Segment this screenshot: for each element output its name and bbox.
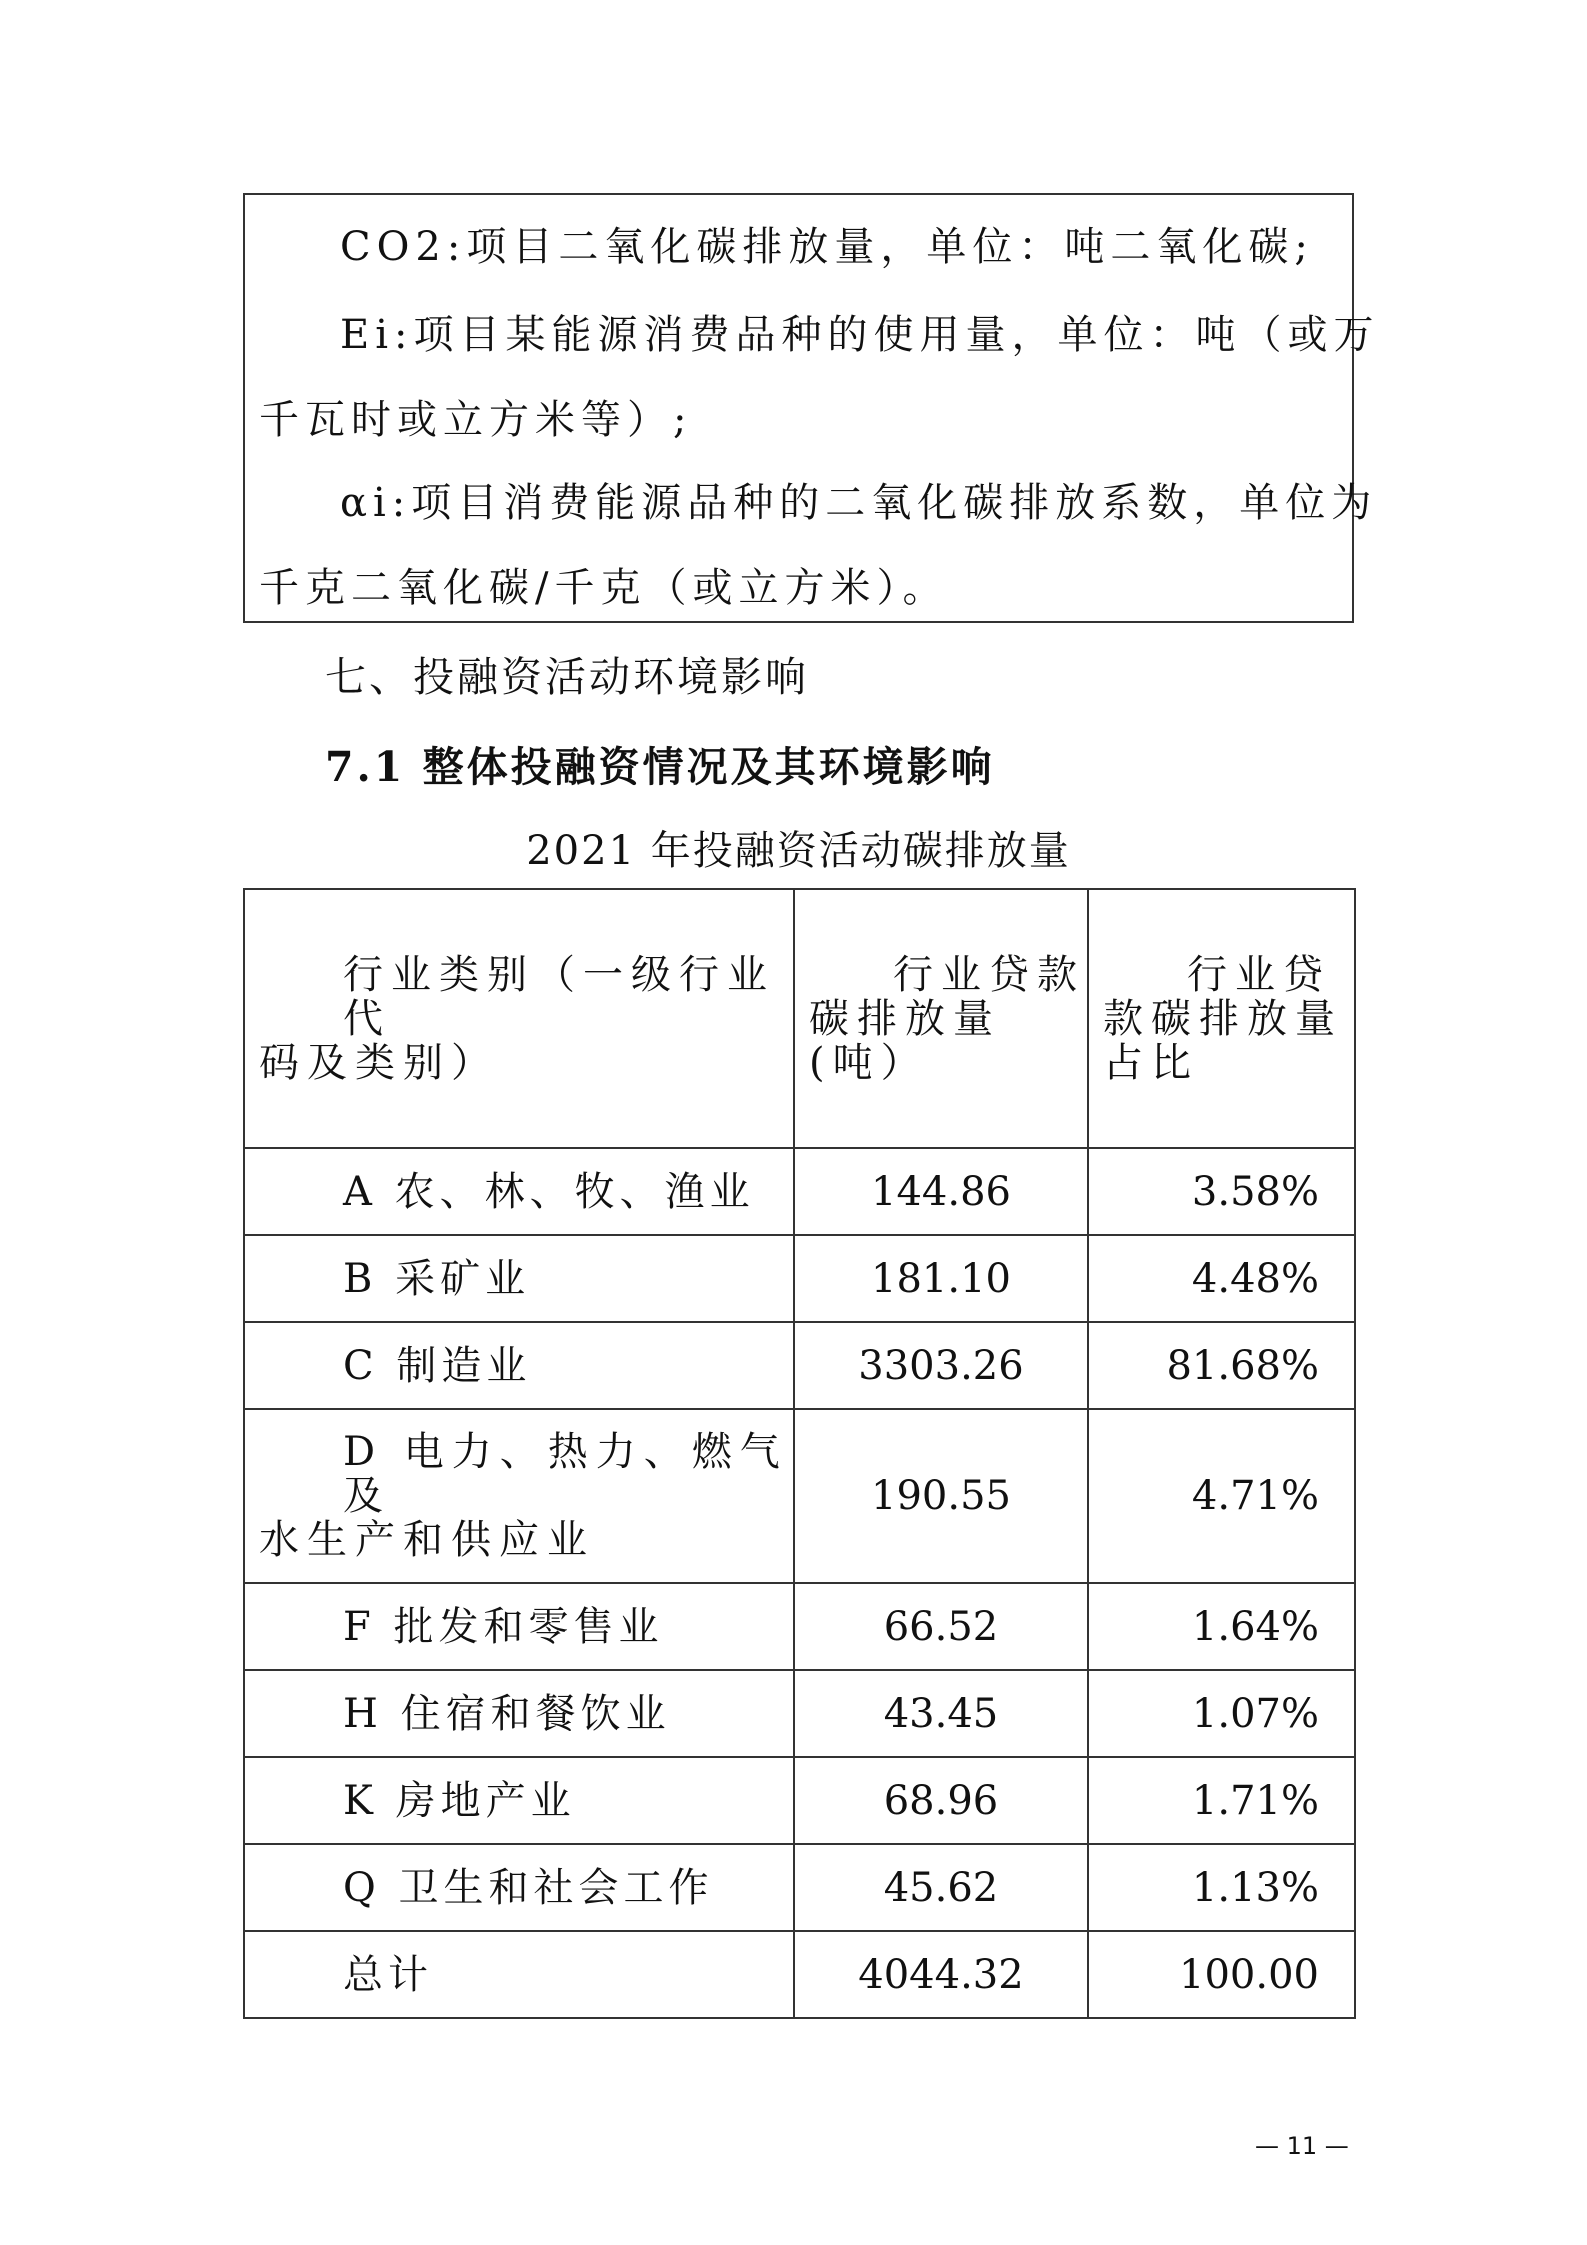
emissions-table (243, 888, 1356, 2019)
table-caption: 2021 年投融资活动碳排放量 (526, 828, 1071, 874)
header-category: 行业类别（一级行业代 码及类别） (244, 889, 794, 1148)
row-category: 总计 (244, 1931, 794, 2018)
row-share: 1.07% (1088, 1670, 1355, 1757)
row-emission: 43.45 (794, 1670, 1088, 1757)
subsection-heading: 7.1 整体投融资情况及其环境影响 (325, 743, 995, 791)
row-emission: 4044.32 (794, 1931, 1088, 2018)
header-share: 行业贷 款碳排放量 占比 (1088, 889, 1355, 1148)
table-row (244, 1757, 1355, 1844)
table-row (244, 1235, 1355, 1322)
definitions-box (243, 193, 1380, 623)
table-row-total (244, 1931, 1355, 2018)
row-share: 1.71% (1088, 1757, 1355, 1844)
row-category: D 电力、热力、燃气及 水生产和供应业 (244, 1409, 794, 1583)
row-category: H 住宿和餐饮业 (244, 1670, 794, 1757)
row-emission: 144.86 (794, 1148, 1088, 1235)
row-emission: 3303.26 (794, 1322, 1088, 1409)
table-row (244, 1409, 1355, 1583)
row-category: F 批发和零售业 (244, 1583, 794, 1670)
row-category: A 农、林、牧、渔业 (244, 1148, 794, 1235)
row-category: K 房地产业 (244, 1757, 794, 1844)
row-share: 4.48% (1088, 1235, 1355, 1322)
row-emission: 190.55 (794, 1409, 1088, 1583)
row-emission: 45.62 (794, 1844, 1088, 1931)
row-share: 100.00 (1088, 1931, 1355, 2018)
section-heading: 七、投融资活动环境影响 (325, 653, 809, 701)
row-category: B 采矿业 (244, 1235, 794, 1322)
definition-alpha: αi:项目消费能源品种的二氧化碳排放系数，单位为 (340, 480, 1378, 526)
row-share: 81.68% (1088, 1322, 1355, 1409)
row-share: 1.64% (1088, 1583, 1355, 1670)
row-emission: 66.52 (794, 1583, 1088, 1670)
table-row (244, 1583, 1355, 1670)
table-row (244, 1844, 1355, 1931)
row-emission: 181.10 (794, 1235, 1088, 1322)
table-row (244, 1670, 1355, 1757)
table-row (244, 1148, 1355, 1235)
row-emission: 68.96 (794, 1757, 1088, 1844)
definition-alpha-cont: 千克二氧化碳/千克（或立方米）。 (259, 565, 949, 611)
header-emission: 行业贷款 碳排放量(吨） (794, 889, 1088, 1148)
definition-co2: CO2:项目二氧化碳排放量，单位：吨二氧化碳; (340, 224, 1314, 270)
table-header-row (244, 889, 1355, 1148)
definition-ei: Ei:项目某能源消费品种的使用量，单位：吨（或万 (340, 312, 1380, 358)
page-number: — 11 — (1255, 2132, 1349, 2160)
row-share: 4.71% (1088, 1409, 1355, 1583)
row-share: 1.13% (1088, 1844, 1355, 1931)
row-category: Q 卫生和社会工作 (244, 1844, 794, 1931)
row-share: 3.58% (1088, 1148, 1355, 1235)
table-row (244, 1322, 1355, 1409)
definition-ei-cont: 千瓦时或立方米等）; (259, 397, 693, 443)
row-category: C 制造业 (244, 1322, 794, 1409)
